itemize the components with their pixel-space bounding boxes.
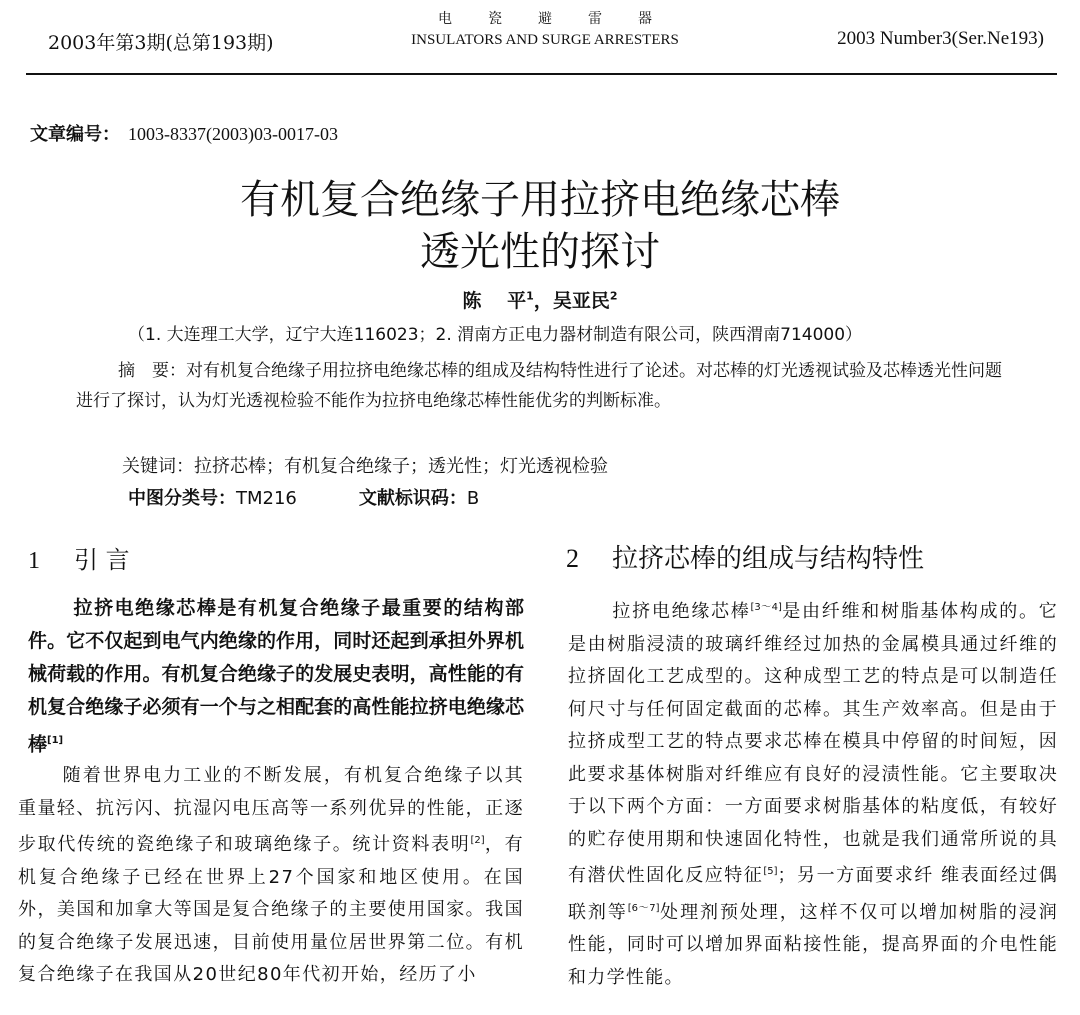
abstract [76,356,1010,416]
classification [128,484,479,510]
sec2-ref-2: [5] [763,866,778,877]
clc-value: TM216 [236,488,297,509]
author-sep: ， [533,290,553,312]
journal-issue-en: 2003 Number3(Ser.Ne193) [837,28,1044,49]
intro-paragraph-2 [18,760,524,992]
sec2-ref-1: [3～4] [750,602,782,613]
sec2-text-b: 是由纤维和树脂基体构成的。它是由树脂浸渍的玻璃纤维经过加热的金属模具通过纤维的拉挤固化工艺成型的。这种成型工艺的特点是可以制造任何尺寸与任何固定截面的芯棒。其生产效率高。但是由于拉挤成型工艺的特点要求芯棒在模具中停留的时间短，因此要求基体树脂对纤维应有良好的浸渍性能。它主要取决于以下两个方面：一方面要求树脂基体的粘度低，有较好的贮存使用期和快速固化特性，也就是我们通常所说的具有潜伏性固化反应特征 [568,601,1058,886]
author-1: 陈 平 [462,290,527,312]
author-2: 吴亚民 [552,290,610,312]
sec2-ref-3: [6～7] [627,902,660,914]
doc-code-value: B [466,488,480,509]
keywords: 关键词：拉挤芯棒；有机复合绝缘子；透光性；灯光透视检验 [122,456,608,477]
section-2-title: 拉挤芯棒的组成与结构特性 [612,544,925,574]
author-2-sup: 2 [609,289,618,303]
article-number [30,120,338,146]
section-2-number: 2 [566,544,579,573]
intro-p2-text-a: 随着世界电力工业的不断发展，有机复合绝缘子以其重量轻、抗污闪、抗湿闪电压高等一系列优异的性能，正逐步取代传统的瓷绝缘子和玻璃绝缘子。统计资料表明 [18,765,524,855]
intro-paragraph-1 [28,592,524,761]
journal-name [390,8,700,49]
article-number-value: 1003-8337(2003)03-0017-03 [128,124,338,144]
journal-name-cn: 电瓷避雷器 [438,11,688,27]
journal-issue: 2003年第3期(总第193期) [48,32,274,54]
author-1-sup: 1 [526,289,534,303]
article-number-label: 文章编号： [30,124,120,145]
affiliation: （1. 大连理工大学，辽宁大连116023；2. 渭南方正电力器材制造有限公司，陕西渭南714000） [128,325,863,345]
header-rule [26,73,1057,75]
section-1-number: 1 [28,548,40,574]
intro-p1-ref: [1] [47,735,64,746]
journal-name-en: INSULATORS AND SURGE ARRESTERS [411,32,679,48]
abstract-text: 摘 要：对有机复合绝缘子用拉挤电绝缘芯棒的组成及结构特性进行了论述。对芯棒的灯光透视试验及芯棒透光性问题进行了探讨，认为灯光透视检验不能作为拉挤电绝缘芯棒性能优劣的判断标准。 [76,361,1002,411]
section-1-title: 引 言 [74,546,130,574]
clc-label: 中图分类号： [128,488,236,509]
section-2-heading [566,538,924,575]
doc-code-label: 文献标识码： [358,488,467,509]
intro-p2-ref: [2] [470,835,485,846]
authors [0,286,1080,313]
sec2-text-a: 拉挤电绝缘芯棒 [612,601,751,622]
intro-p2-text-b: ，有机复合绝缘子已经在世界上27个国家和地区使用。在国外，美国和加拿大等国是复合绝缘子的主要使用国家。我国的复合绝缘子发展迅速，目前使用量位居世界第二位。有机复合绝缘子在我国从20世纪80年代初开始，经历了小 [18,834,524,985]
title-line-2: 透光性的探讨 [420,229,660,275]
section-2-paragraph [568,592,1058,994]
title-line-1: 有机复合绝缘子用拉挤电绝缘芯棒 [240,177,840,223]
intro-p1-text: 拉挤电绝缘芯棒是有机复合绝缘子最重要的结构部件。它不仅起到电气内绝缘的作用，同时还起到承担外界机械荷载的作用。有机复合绝缘子的发展史表明，高性能的有机复合绝缘子必须有一个与之相配套的高性能拉挤电绝缘芯棒 [28,597,524,756]
sec2-text-d: 处理剂预处理，这样不仅可以增加树脂的浸润性能，同时可以增加界面粘接性能，提高界面的介电性能和力学性能。 [568,901,1059,988]
sec2-text-c: ；另一方面要求纤 维表面经过偶联剂等 [568,865,1058,923]
section-1-heading [28,540,130,575]
